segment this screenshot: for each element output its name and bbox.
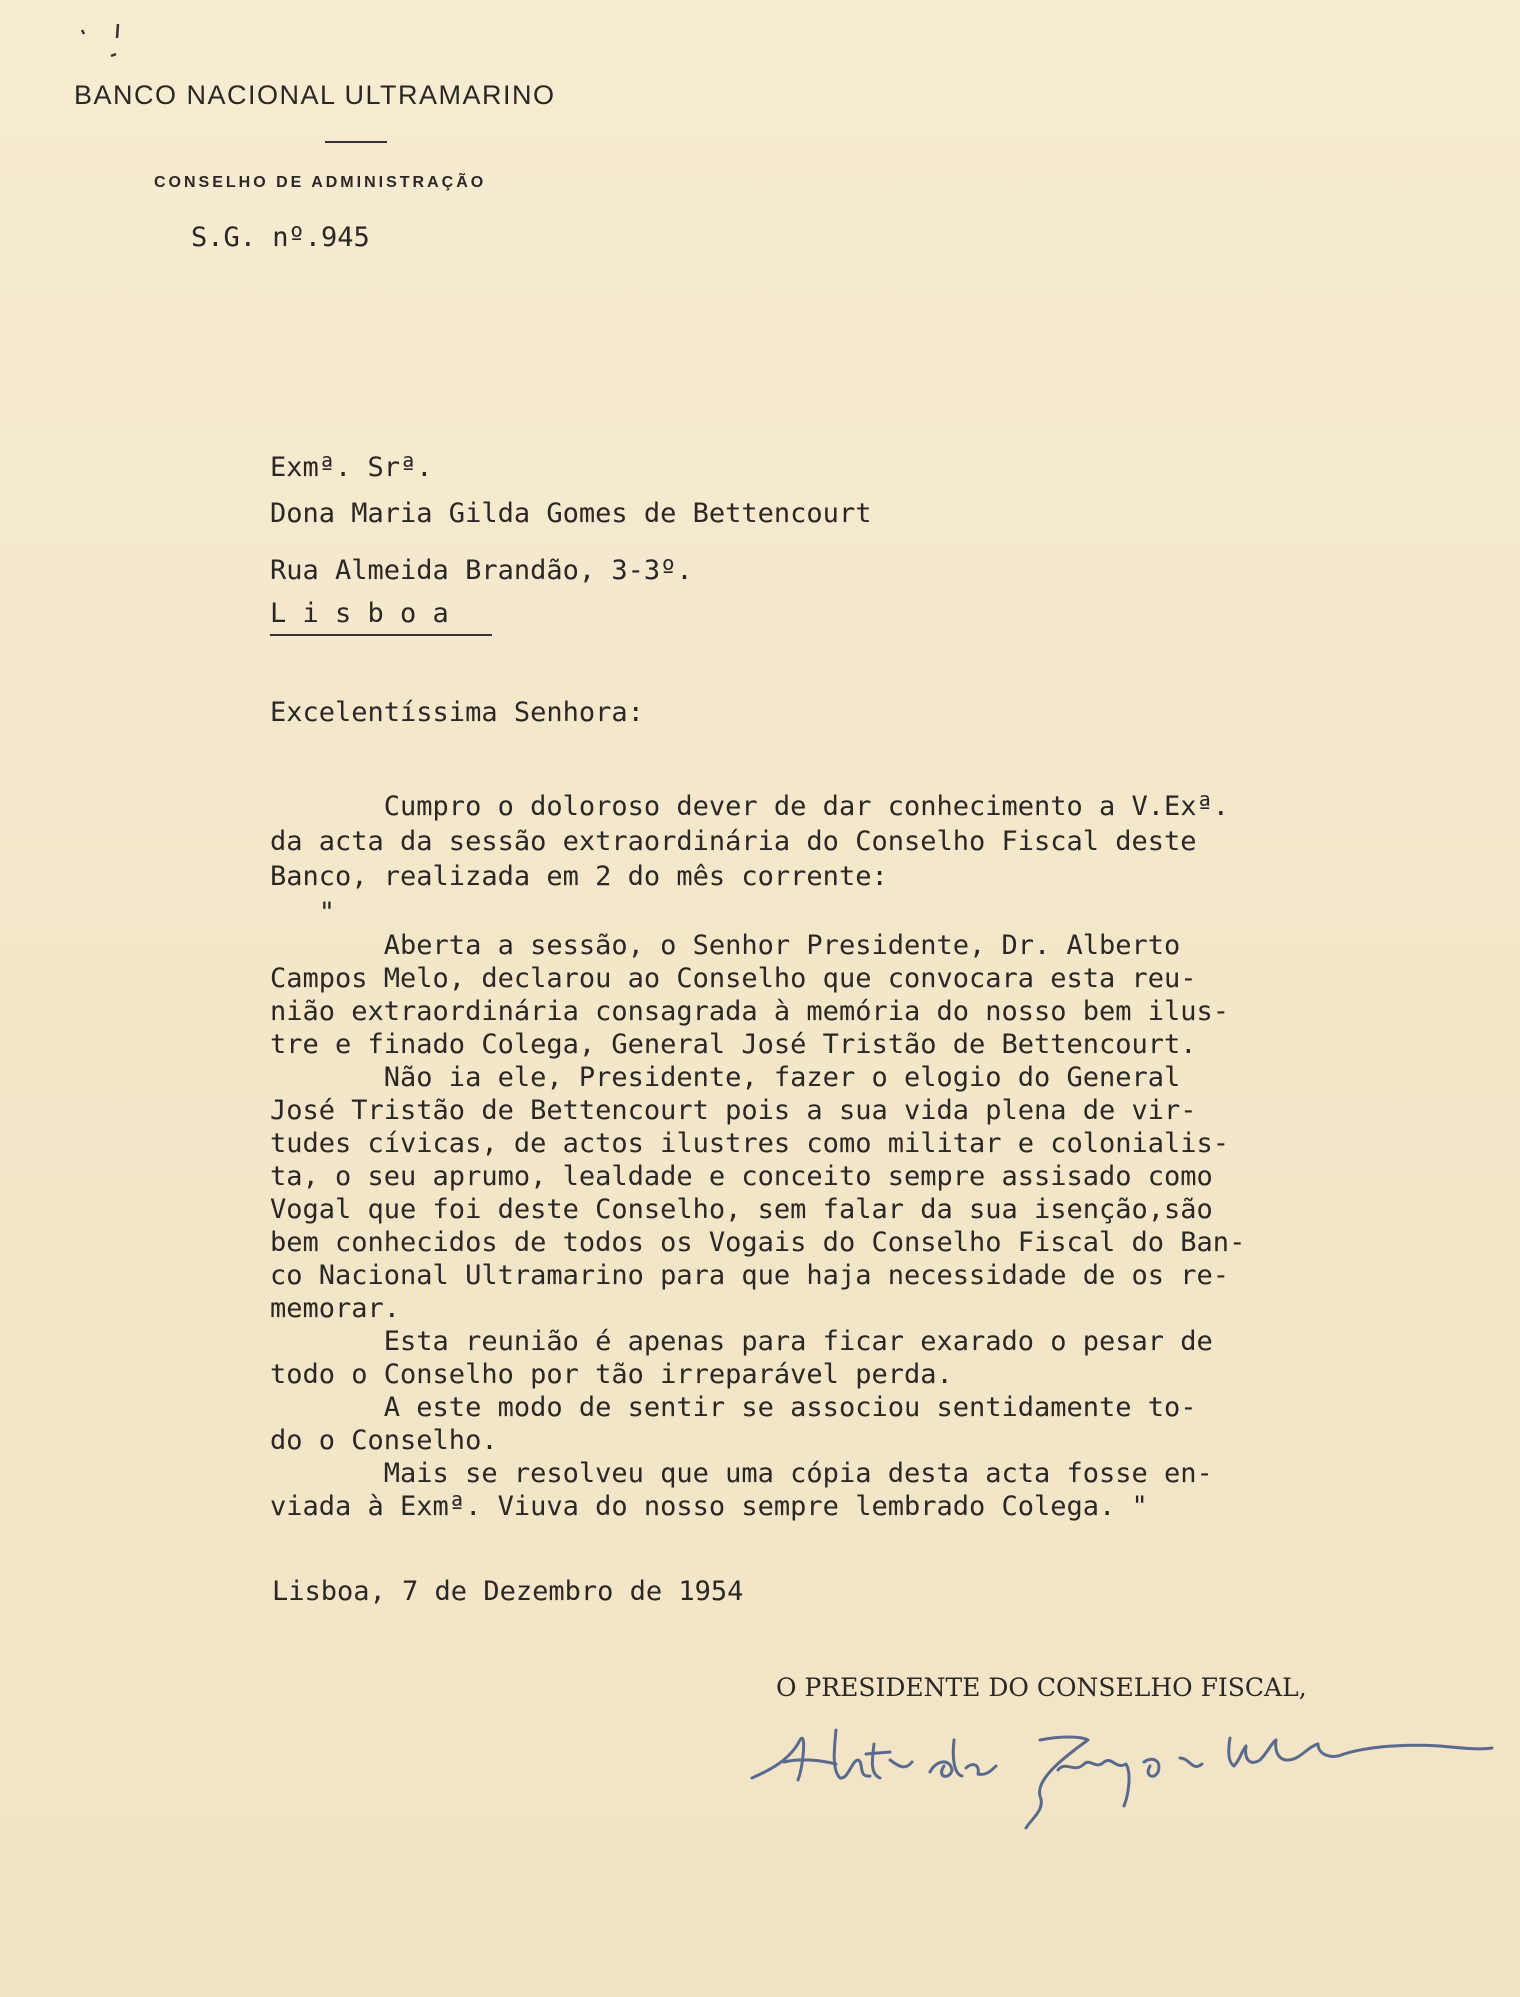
body-line: ta, o seu aprumo, lealdade e conceito sempre assisado como (270, 1161, 1213, 1192)
reference-number: S.G. nº.945 (191, 222, 370, 253)
bank-name: BANCO NACIONAL ULTRAMARINO (74, 80, 556, 110)
body-line: bem conhecidos de todos os Vogais do Conselho Fiscal do Ban- (270, 1227, 1246, 1258)
body-line: do o Conselho. (270, 1425, 498, 1456)
ink-marks (78, 20, 138, 70)
body-line: Esta reunião é apenas para ficar exarado o pesar de (270, 1326, 1213, 1357)
body-line: tre e finado Colega, General José Tristão de Bettencourt. (270, 1029, 1197, 1060)
body-line: viada à Exmª. Viuva do nosso sempre lembrado Colega. " (270, 1491, 1148, 1522)
body-line: tudes cívicas, de actos ilustres como militar e colonialis- (270, 1128, 1230, 1159)
recipient-salutation: Exmª. Srª. (270, 452, 433, 483)
date-line: Lisboa, 7 de Dezembro de 1954 (272, 1576, 744, 1607)
handwritten-signature (740, 1700, 1500, 1830)
body-line: Vogal que foi deste Conselho, sem falar da sua isenção,são (270, 1194, 1213, 1225)
body-line: " (270, 897, 336, 928)
body-line: Mais se resolveu que uma cópia desta acta fosse en- (270, 1458, 1213, 1489)
city-underline (270, 634, 492, 636)
body-line: co Nacional Ultramarino para que haja necessidade de os re- (270, 1260, 1230, 1291)
body-line: Banco, realizada em 2 do mês corrente: (270, 861, 888, 892)
recipient-street: Rua Almeida Brandão, 3-3º. (270, 555, 693, 586)
signatory-title: O PRESIDENTE DO CONSELHO FISCAL, (776, 1673, 1307, 1702)
body-line: todo o Conselho por tão irreparável perda. (270, 1359, 953, 1390)
body-line: José Tristão de Bettencourt pois a sua vida plena de vir- (270, 1095, 1197, 1126)
body-line: nião extraordinária consagrada à memória do nosso bem ilus- (270, 996, 1230, 1027)
recipient-name: Dona Maria Gilda Gomes de Bettencourt (270, 498, 872, 529)
body-line: Cumpro o doloroso dever de dar conhecimento a V.Exª. (270, 791, 1230, 822)
body-line: memorar. (270, 1293, 401, 1324)
greeting: Excelentíssima Senhora: (270, 697, 644, 728)
department-name: CONSELHO DE ADMINISTRAÇÃO (154, 174, 487, 191)
body-line: Aberta a sessão, o Senhor Presidente, Dr. Alberto (270, 930, 1181, 961)
body-line: A este modo de sentir se associou sentidamente to- (270, 1392, 1197, 1423)
header-divider (325, 141, 387, 143)
body-line: da acta da sessão extraordinária do Conselho Fiscal deste (270, 826, 1197, 857)
recipient-city: L i s b o a (270, 598, 449, 629)
body-line: Não ia ele, Presidente, fazer o elogio do General (270, 1062, 1181, 1093)
body-line: Campos Melo, declarou ao Conselho que convocara esta reu- (270, 963, 1197, 994)
